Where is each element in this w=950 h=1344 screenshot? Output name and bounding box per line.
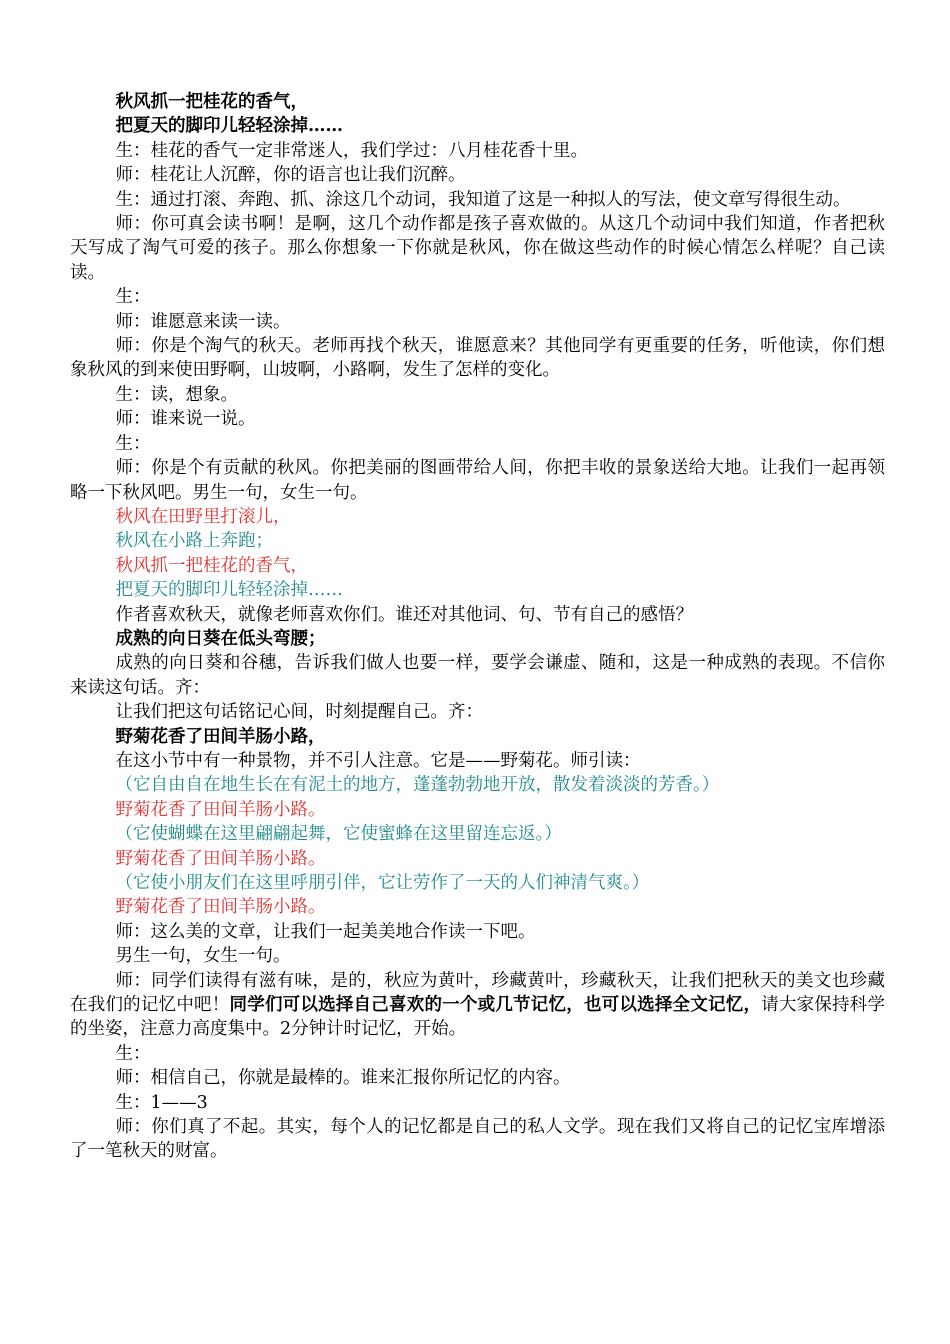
dialogue-line: 生：1——3 (115, 1092, 208, 1113)
dialogue-line: 师：相信自己，你就是最棒的。谁来汇报你所记忆的内容。 (115, 1068, 571, 1089)
poem-line-red: 野菊花香了田间羊肠小路。 (115, 848, 326, 869)
dialogue-line: 生：桂花的香气一定非常迷人，我们学过：八月桂花香十里。 (115, 140, 588, 161)
poem-line-teal: 秋风在小路上奔跑； (115, 531, 273, 552)
dialogue-line: 师：谁来说一说。 (115, 409, 256, 430)
poem-line: 把夏天的脚印儿轻轻涂掉…… (115, 116, 343, 137)
dialogue-line: 在这小节中有一种景物，并不引人注意。它是——野菊花。师引读： (115, 750, 641, 771)
poem-line: 野菊花香了田间羊肠小路， (115, 726, 326, 747)
dialogue-line: 生：通过打滚、奔跑、抓、涂这几个动词，我知道了这是一种拟人的写法，使文章写得很生动。 (115, 189, 851, 210)
paragraph-segment-bold: 同学们可以选择自己喜欢的一个或几节记忆，也可以选择全文记忆， (229, 995, 762, 1016)
dialogue-line: 师：你是个有贡献的秋风。你把美丽的图画带给人间，你把丰收的景象送给大地。让我们一起再领略一下秋风吧。男生一句，女生一句。 (70, 458, 885, 503)
mixed-paragraph (70, 969, 885, 1042)
paragraph-segment: 请大家保持科学的坐姿，注意力高度集中。2分钟计时记忆，开始。 (70, 995, 886, 1040)
dialogue-line: 生： (115, 1043, 151, 1064)
dialogue-line: 师：你可真会读书啊！是啊，这几个动作都是孩子喜欢做的。从这几个动词中我们知道，作者把秋天写成了淘气可爱的孩子。那么你想象一下你就是秋风，你在做这些动作的时候心情怎么样呢？自己读读。 (70, 214, 885, 283)
dialogue-line: 让我们把这句话铭记心间，时刻提醒自己。齐： (115, 702, 483, 723)
poem-line-teal: 把夏天的脚印儿轻轻涂掉…… (115, 580, 343, 601)
dialogue-line: 师：桂花让人沉醉，你的语言也让我们沉醉。 (115, 165, 466, 186)
dialogue-line: 生：读，想象。 (115, 384, 238, 405)
dialogue-line: 师：你是个淘气的秋天。老师再找个秋天，谁愿意来？其他同学有更重要的任务，听他读，你们想象秋风的到来使田野啊，山坡啊，小路啊，发生了怎样的变化。 (70, 336, 885, 381)
dialogue-line: 师：谁愿意来读一读。 (115, 311, 291, 332)
document-body (70, 90, 885, 1164)
poem-line-red: 秋风抓一把桂花的香气， (115, 555, 308, 576)
teacher-prompt-teal: （它使小朋友们在这里呼朋引伴，它让劳作了一天的人们神清气爽。） (115, 873, 650, 893)
dialogue-line: 生： (115, 433, 151, 454)
dialogue-line: 男生一句，女生一句。 (115, 946, 291, 967)
paragraph-segment: 师：同学们读得有滋有味，是的，秋应为黄叶，珍藏黄叶，珍藏秋天，让我们把秋天的美文也珍藏在我们的记忆中吧！ (70, 970, 885, 1016)
dialogue-line: 作者喜欢秋天，就像老师喜欢你们。谁还对其他词、句、节有自己的感悟？ (115, 604, 693, 625)
dialogue-line: 生： (115, 287, 151, 308)
teacher-prompt-teal: （它自由自在地生长在有泥土的地方，蓬蓬勃勃地开放，散发着淡淡的芳香。） (115, 775, 720, 796)
dialogue-line: 师：你们真了不起。其实，每个人的记忆都是自己的私人文学。现在我们又将自己的记忆宝库增添了一笔秋天的财富。 (70, 1117, 885, 1162)
poem-line-red: 野菊花香了田间羊肠小路。 (115, 897, 326, 918)
dialogue-line: 成熟的向日葵和谷穗，告诉我们做人也要一样，要学会谦虚、随和，这是一种成熟的表现。不信你来读这句话。齐： (70, 653, 885, 698)
teacher-prompt-teal: （它使蝴蝶在这里翩翩起舞，它使蜜蜂在这里留连忘返。） (115, 824, 562, 845)
poem-line-red: 野菊花香了田间羊肠小路。 (115, 799, 326, 820)
dialogue-line: 师：这么美的文章，让我们一起美美地合作读一下吧。 (115, 921, 536, 942)
poem-line: 秋风抓一把桂花的香气， (115, 92, 308, 112)
poem-line-red: 秋风在田野里打滚儿， (115, 506, 291, 527)
poem-line: 成熟的向日葵在低头弯腰； (115, 628, 326, 649)
